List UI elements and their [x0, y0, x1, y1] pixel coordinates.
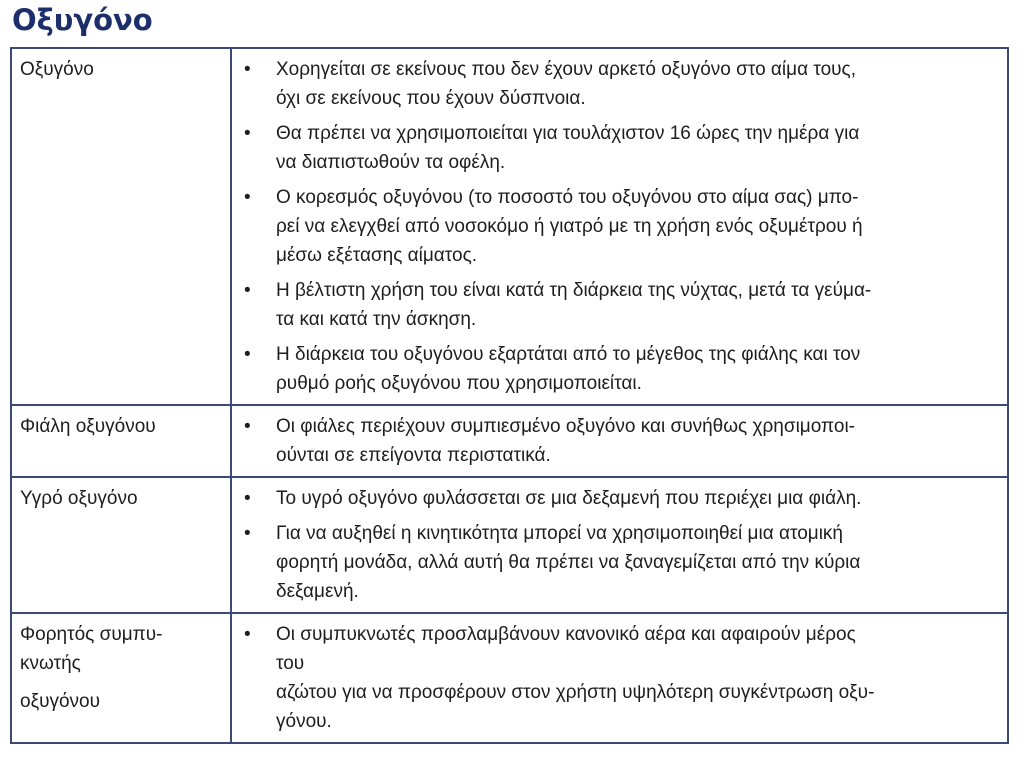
bullet-line: φορητή μονάδα, αλλά αυτή θα πρέπει να ξαναγεμίζεται από την κύρια: [276, 552, 861, 573]
bullet-item: [232, 340, 991, 398]
page-title: Οξυγόνο: [12, 3, 153, 37]
term-cell: [11, 477, 231, 613]
table-body: [11, 48, 1008, 743]
bullet-line: • Η διάρκεια του οξυγόνου εξαρτάται από το μέγεθος της φιάλης και τον: [276, 344, 861, 365]
term-line: κνωτής: [20, 653, 81, 674]
bullet-line: • Οι συμπυκνωτές προσλαμβάνουν κανονικό αέρα και αφαιρούν μέρος: [276, 624, 856, 645]
term-line: Φορητός συμπυ-: [20, 624, 163, 645]
term-cell: [11, 405, 231, 477]
term-cell: [11, 613, 231, 743]
bullet-line: μέσω εξέτασης αίματος.: [276, 245, 478, 266]
bullet-line: του: [276, 653, 305, 674]
bullet-list: [232, 620, 991, 736]
bullet-list: [232, 55, 991, 398]
bullet-line: τα και κατά την άσκηση.: [276, 309, 477, 330]
bullet-line: αζώτου για να προσφέρουν στον χρήστη υψηλότερη συγκέντρωση οξυ-: [276, 682, 875, 703]
bullet-list: [232, 484, 991, 606]
bullet-item: [232, 484, 991, 513]
bullet-line: γόνου.: [276, 711, 332, 732]
bullet-line: ούνται σε επείγοντα περιστατικά.: [276, 445, 551, 466]
bullet-line: • Η βέλτιστη χρήση του είναι κατά τη διάρκεια της νύχτας, μετά τα γεύμα-: [276, 280, 872, 301]
oxygen-table: [10, 47, 1009, 744]
bullet-item: [232, 620, 991, 736]
bullet-line: • Θα πρέπει να χρησιμοποιείται για τουλάχιστον 16 ώρες την ημέρα για: [276, 123, 860, 144]
bullet-line: • Οι φιάλες περιέχουν συμπιεσμένο οξυγόνο και συνήθως χρησιμοποι-: [276, 416, 855, 437]
bullet-line: δεξαμενή.: [276, 581, 359, 602]
table-row: [11, 477, 1008, 613]
description-cell: [231, 613, 1008, 743]
bullet-item: [232, 276, 991, 334]
description-cell: [231, 477, 1008, 613]
bullet-line: ρεί να ελεγχθεί από νοσοκόμο ή γιατρό με τη χρήση ενός οξυμέτρου ή: [276, 216, 863, 237]
bullet-item: [232, 519, 991, 606]
bullet-line: • Ο κορεσμός οξυγόνου (το ποσοστό του οξυγόνου στο αίμα σας) μπο-: [276, 187, 859, 208]
bullet-item: [232, 55, 991, 113]
table-row: [11, 405, 1008, 477]
bullet-line: • Χορηγείται σε εκείνους που δεν έχουν αρκετό οξυγόνο στο αίμα τους,: [276, 59, 856, 80]
table-row: [11, 613, 1008, 743]
bullet-line: όχι σε εκείνους που έχουν δύσπνοια.: [276, 88, 586, 109]
bullet-line: ρυθμό ροής οξυγόνου που χρησιμοποιείται.: [276, 373, 642, 394]
table-row: [11, 48, 1008, 405]
bullet-line: • Για να αυξηθεί η κινητικότητα μπορεί να χρησιμοποιηθεί μια ατομική: [276, 523, 844, 544]
bullet-list: [232, 412, 991, 470]
bullet-item: [232, 183, 991, 270]
bullet-line: • Το υγρό οξυγόνο φυλάσσεται σε μια δεξαμενή που περιέχει μια φιάλη.: [276, 488, 862, 509]
bullet-item: [232, 412, 991, 470]
term-line: οξυγόνου: [20, 691, 100, 712]
bullet-line: να διαπιστωθούν τα οφέλη.: [276, 152, 506, 173]
term-line: Οξυγόνο: [20, 59, 94, 80]
term-cell: [11, 48, 231, 405]
description-cell: [231, 405, 1008, 477]
term-line: Φιάλη οξυγόνου: [20, 416, 156, 437]
description-cell: [231, 48, 1008, 405]
bullet-item: [232, 119, 991, 177]
term-line: Υγρό οξυγόνο: [20, 488, 138, 509]
